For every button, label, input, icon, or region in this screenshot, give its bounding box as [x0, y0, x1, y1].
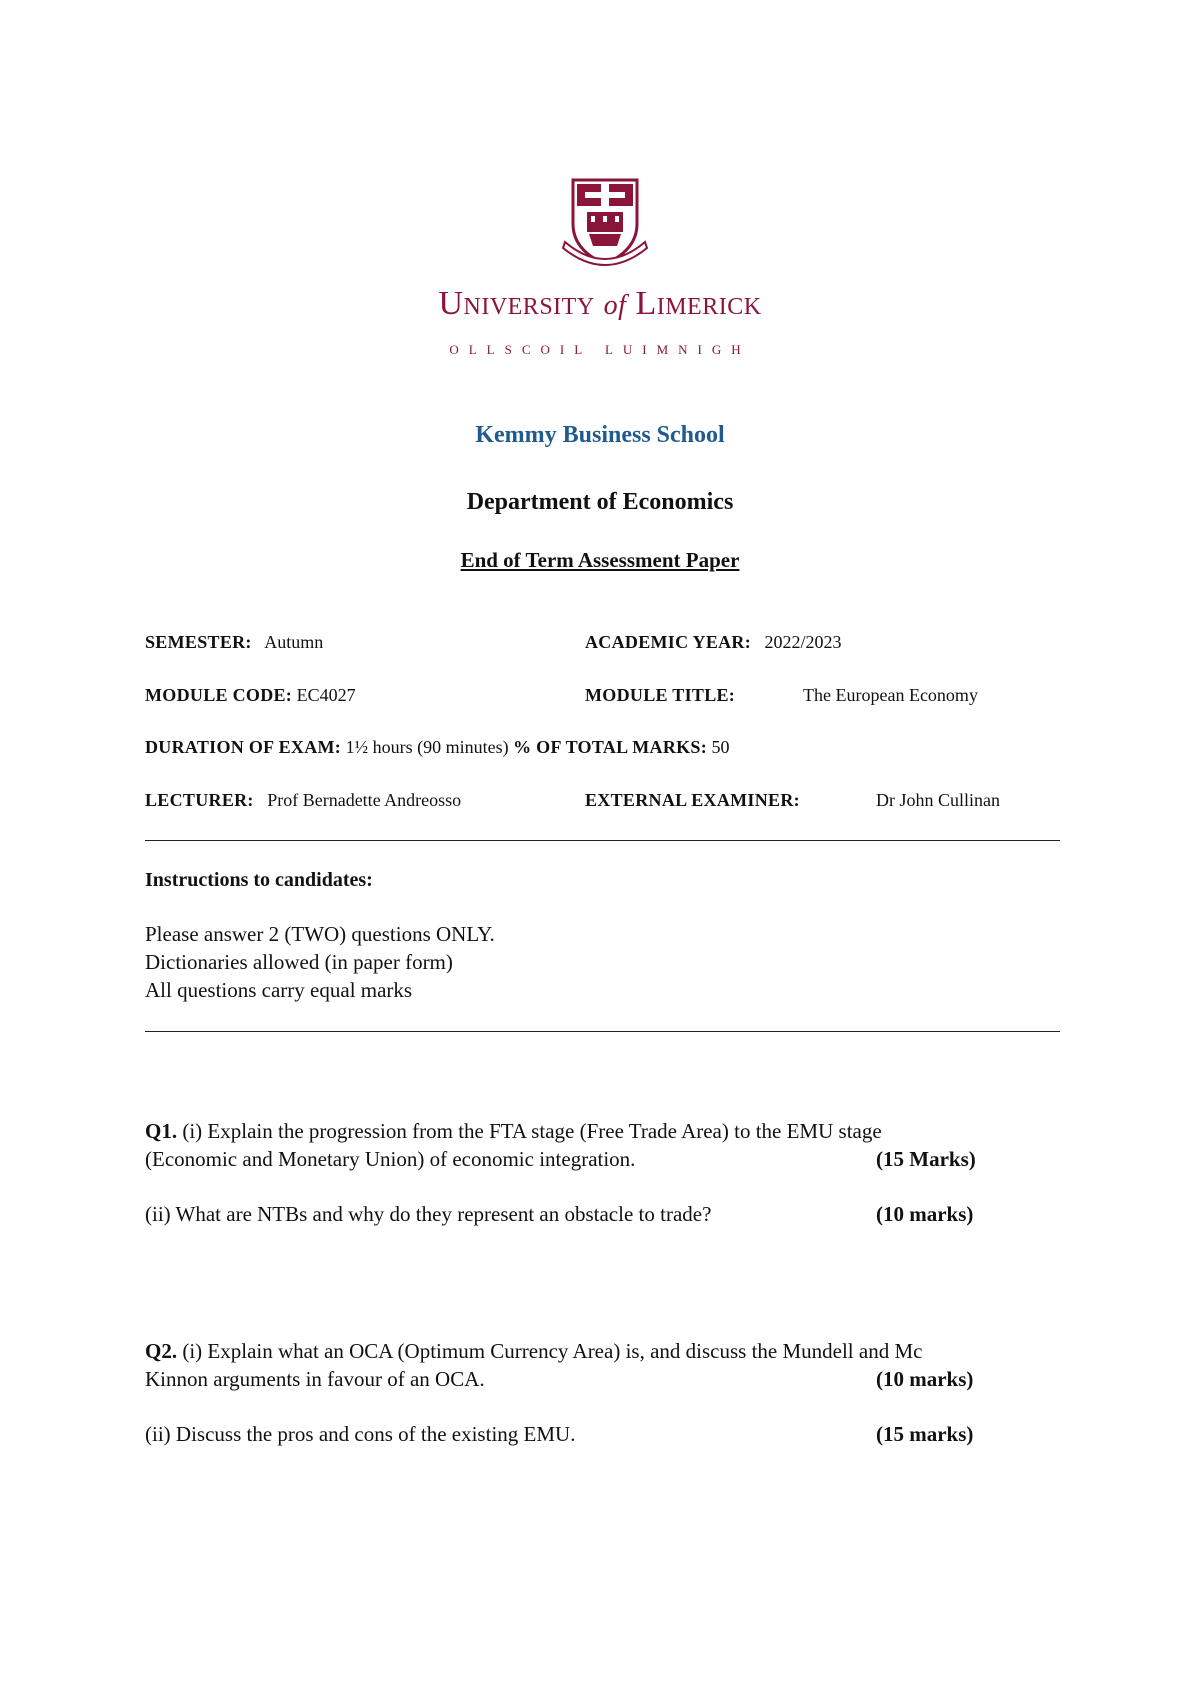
- lecturer-label: LECTURER:: [145, 790, 254, 810]
- instructions-title: Instructions to candidates:: [145, 869, 373, 891]
- department-name: Department of Economics: [466, 489, 734, 515]
- external-examiner-label: EXTERNAL EXAMINER:: [585, 790, 800, 810]
- divider-bottom: [145, 1031, 1060, 1032]
- lecturer-value: Prof Bernadette Andreosso: [267, 790, 462, 810]
- total-marks-label: % OF TOTAL MARKS:: [513, 737, 708, 757]
- academic-year-row: [585, 632, 842, 653]
- university-name: University of Limerick: [438, 285, 762, 322]
- module-title-label: MODULE TITLE:: [585, 685, 736, 705]
- instruction-line-2: Dictionaries allowed (in paper form): [145, 950, 453, 974]
- external-examiner-value: Dr John Cullinan: [876, 790, 1000, 810]
- module-code-row: [145, 685, 356, 706]
- module-code-label: MODULE CODE:: [145, 685, 293, 705]
- module-title-label-row: [585, 685, 735, 706]
- total-marks-value: 50: [711, 737, 730, 757]
- duration-row: [145, 737, 730, 758]
- q1-part2-marks: (10 marks): [876, 1202, 974, 1226]
- q2-label: Q2.: [145, 1339, 178, 1363]
- q1-part1-marks: (15 Marks): [876, 1147, 976, 1171]
- academic-year-label: ACADEMIC YEAR:: [585, 632, 752, 652]
- university-crest-logo: [555, 172, 655, 272]
- duration-value: 1½ hours (90 minutes): [345, 737, 509, 757]
- instruction-line-3: All questions carry equal marks: [145, 978, 413, 1002]
- q1-part1-line2: (Economic and Monetary Union) of economic integration.: [145, 1147, 636, 1171]
- duration-label: DURATION OF EXAM:: [145, 737, 342, 757]
- q2-part1-line2: Kinnon arguments in favour of an OCA.: [145, 1367, 485, 1391]
- external-examiner-label-row: [585, 790, 800, 811]
- semester-value: Autumn: [264, 632, 324, 652]
- q1-label: Q1.: [145, 1119, 178, 1143]
- module-title-value: The European Economy: [803, 685, 978, 705]
- semester-label: SEMESTER:: [145, 632, 252, 652]
- school-name: Kemmy Business School: [475, 422, 725, 448]
- q2-part1-marks: (10 marks): [876, 1367, 974, 1391]
- q2-part1-line1: Q2. (i) Explain what an OCA (Optimum Currency Area) is, and discuss the Mundell and Mc: [145, 1339, 923, 1363]
- lecturer-row: [145, 790, 461, 811]
- divider-top: [145, 840, 1060, 841]
- paper-title: End of Term Assessment Paper: [460, 548, 740, 572]
- university-irish-name: OLLSCOIL LUIMNIGH: [449, 342, 751, 357]
- module-code-value: EC4027: [296, 685, 356, 705]
- semester-row: [145, 632, 323, 653]
- instruction-line-1: Please answer 2 (TWO) questions ONLY.: [145, 922, 495, 946]
- q1-part2-text: (ii) What are NTBs and why do they represent an obstacle to trade?: [145, 1202, 712, 1226]
- academic-year-value: 2022/2023: [764, 632, 842, 652]
- q1-part1-line1: Q1. (i) Explain the progression from the FTA stage (Free Trade Area) to the EMU stage: [145, 1119, 882, 1143]
- q2-part2-text: (ii) Discuss the pros and cons of the existing EMU.: [145, 1422, 576, 1446]
- q2-part2-marks: (15 marks): [876, 1422, 974, 1446]
